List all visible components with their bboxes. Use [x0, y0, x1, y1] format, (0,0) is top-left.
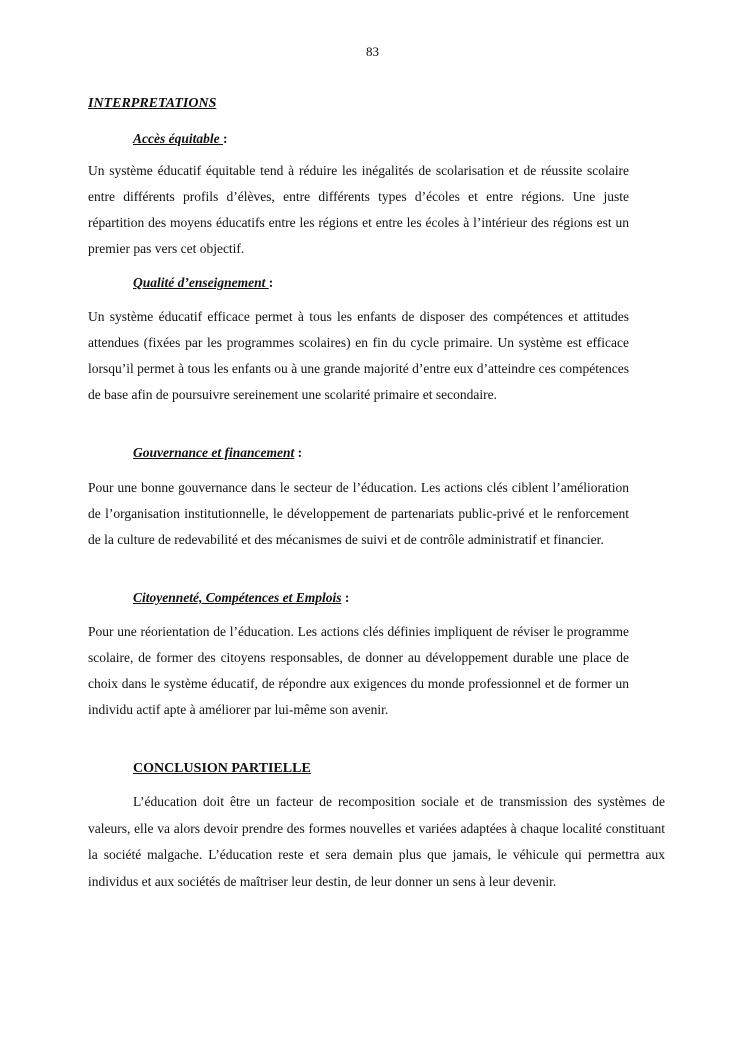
- section-paragraph-citoyennete: Pour une réorientation de l’éducation. Les actions clés définies impliquent de réviser le programme scolaire, de former des citoyens responsables, de donner au développement durable une place de choix dans le système éducatif, de répondre aux exigences du monde professionnel et de former un individu actif apte à améliorer par lui-même son avenir.: [88, 624, 629, 717]
- section-title: Qualité d’enseignement: [133, 275, 269, 290]
- section-paragraph-acces-equitable: Un système éducatif équitable tend à réduire les inégalités de scolarisation et de réussite scolaire entre différents profils d’élèves, entre différents types d’écoles et entre régions. Une juste répartition des moyens éducatifs entre les régions et entre les écoles à l’intérieur des régions est un premier pas vers cet objectif.: [88, 163, 629, 256]
- section-colon: :: [268, 275, 274, 290]
- section-heading-qualite-enseignement: [133, 275, 273, 291]
- section-colon: :: [222, 131, 228, 146]
- section-colon: :: [341, 590, 350, 605]
- section-heading-gouvernance-financement: [133, 445, 302, 461]
- section-paragraph-gouvernance-financement: Pour une bonne gouvernance dans le secteur de l’éducation. Les actions clés ciblent l’amélioration de l’organisation institutionnelle, le développement de partenariats public-privé et le renforcement de la culture de redevabilité et des mécanismes de suivi et de contrôle administratif et financier.: [88, 480, 629, 547]
- section-heading-acces-equitable: [133, 131, 227, 147]
- section-title: Accès équitable: [133, 131, 223, 146]
- section-title: Citoyenneté, Compétences et Emplois: [133, 590, 342, 605]
- section-colon: :: [294, 445, 303, 460]
- interpretations-heading: INTERPRETATIONS: [88, 96, 217, 111]
- page-number: 83: [366, 44, 379, 59]
- section-heading-citoyennete: [133, 590, 349, 606]
- section-title: Gouvernance et financement: [133, 445, 295, 460]
- section-paragraph-qualite-enseignement: Un système éducatif efficace permet à tous les enfants de disposer des compétences et attitudes attendues (fixées par les programmes scolaires) en fin du cycle primaire. Un système est efficace lorsqu’il permet à tous les enfants ou à une grande majorité d’entre eux d’atteindre ces compétences de base afin de poursuivre sereinement une scolarité primaire et secondaire.: [88, 309, 629, 402]
- conclusion-heading: CONCLUSION PARTIELLE: [133, 761, 311, 776]
- conclusion-paragraph: L’éducation doit être un facteur de recomposition sociale et de transmission des systèmes de valeurs, elle va alors devoir prendre des formes nouvelles et variées adaptées à chaque localité constituant la société malgache. L’éducation reste et sera demain plus que jamais, le véhicule qui permettra aux individus et aux sociétés de maîtriser leur destin, de leur donner un sens à leur devenir.: [88, 794, 665, 889]
